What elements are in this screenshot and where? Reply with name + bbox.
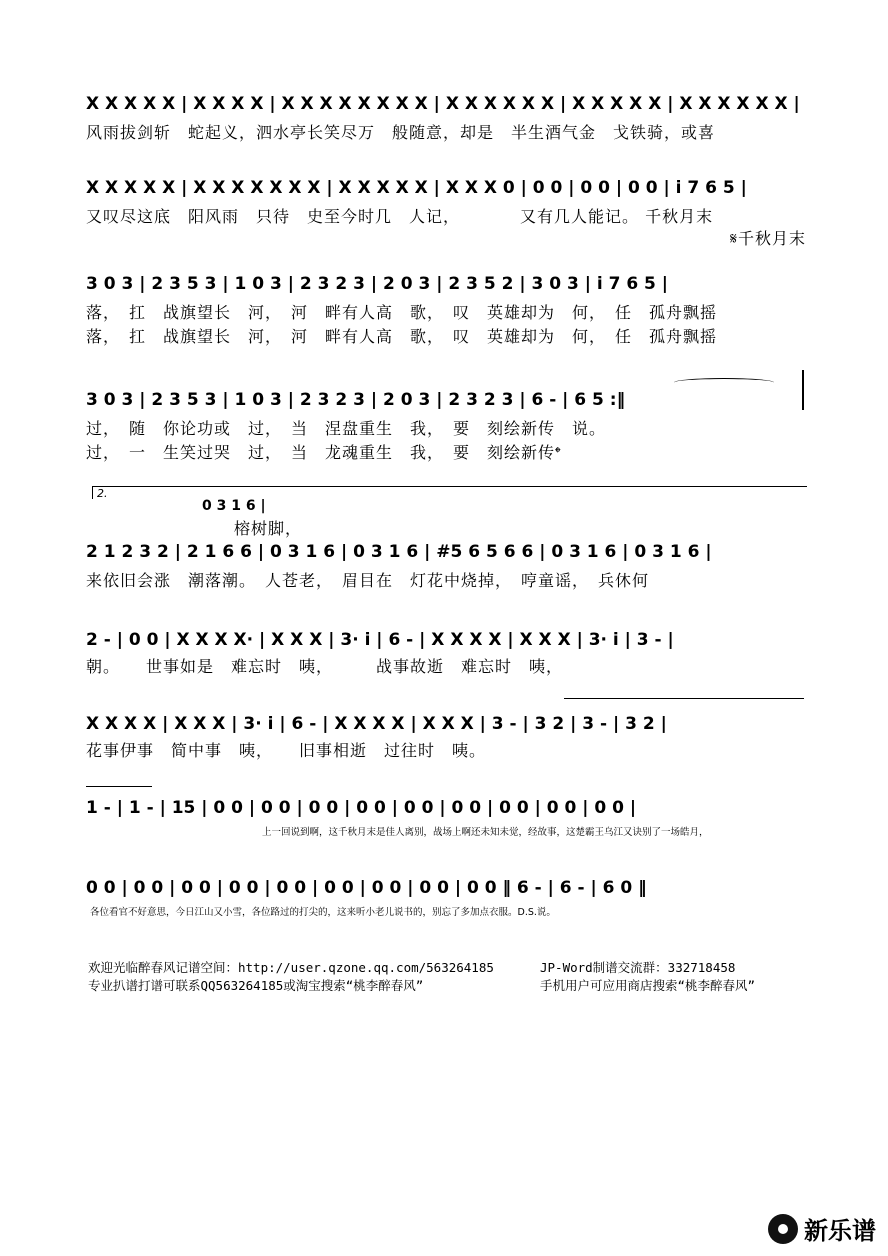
lyrics-line-3a: 落， 扛 战旗望长 河， 河 畔有人高 歌， 叹 英雄却为 何， 任 孤舟飘摇 — [86, 303, 718, 322]
score-system-2 — [86, 172, 806, 252]
narration-2: 各位看官不好意思，今日江山又小雪，各位路过的打尖的，这来听小老儿说书的，别忘了多加点衣服。D.S.说。 — [90, 907, 556, 918]
score-system-8 — [86, 792, 806, 840]
site-logo — [768, 1211, 876, 1246]
narration-1: 上一回说到啊，这千秋月末是佳人离别，战场上啊还未知未觉，经故事，这楚霸王乌江又诀别了一场皓月， — [262, 827, 709, 838]
score-system-7 — [86, 708, 806, 764]
score-system-5 — [86, 484, 806, 594]
notes-line-7: X X X X | X X X | 3· i | 6 - | X X X X | X X X | 3 - | 3 2 | 3 - | 3 2 | — [86, 714, 667, 734]
lyrics-line-6: 朝。 世事如是 难忘时 咦， 战事故逝 难忘时 咦， — [86, 657, 564, 676]
logo-disc-icon — [768, 1214, 798, 1244]
lyrics-line-2: 又叹尽这底 阳风雨 只待 史至今时几 人记， 又有几人能记。 千秋月末 — [86, 207, 714, 226]
footer-line1-left: 欢迎光临醉春风记谱空间：http://user.qzone.qq.com/563264185 — [88, 960, 494, 975]
footer-line2-left: 专业扒谱打谱可联系QQ563264185或淘宝搜索“桃李醉春风” — [88, 978, 424, 993]
slur-line-2 — [86, 786, 152, 787]
lyrics-line-1: 风雨拔剑斩 蛇起义，泗水亭长笑尽万 般随意，却是 半生酒气金 戈铁骑，或喜 — [86, 123, 716, 142]
notes-line-6: 2 - | 0 0 | X X X X· | X X X | 3· i | 6 - | X X X X | X X X | 3· i | 3 - | — [86, 630, 674, 650]
lyrics-line-4a: 过， 随 你论功或 过， 当 涅盘重生 我， 要 刻绘新传 说。 — [86, 419, 607, 438]
footer-line1-right: JP-Word制谱交流群：332718458 — [540, 960, 736, 975]
logo-text: 新乐谱 — [804, 1217, 876, 1245]
score-system-3 — [86, 268, 806, 348]
footer-line2-right: 手机用户可应用商店搜索“桃李醉春风” — [540, 978, 756, 993]
score-system-6 — [86, 624, 806, 680]
lyrics-line-4b: 过， 一 生笑过哭 过， 当 龙魂重生 我， 要 刻绘新传𝄌 — [86, 443, 562, 462]
volta-bracket: 2. — [92, 486, 807, 499]
score-system-9 — [86, 872, 806, 920]
notes-line-8: 1 - | 1 - | 15 | 0 0 | 0 0 | 0 0 | 0 0 | 0 0 | 0 0 | 0 0 | 0 0 | 0 0 | — [86, 798, 637, 818]
slur-line — [564, 698, 804, 699]
upper-lyric: 榕树脚， — [234, 519, 303, 538]
upper-notes: 0 3 1 6 | — [202, 498, 266, 514]
lyrics-line-5: 来依旧会涨 潮落潮。 人苍老， 眉目在 灯花中烧掉， 哼童谣， 兵休何 — [86, 571, 650, 590]
lyrics-line-2b: 𝄋千秋月末 — [730, 229, 806, 248]
notes-line-9: 0 0 | 0 0 | 0 0 | 0 0 | 0 0 | 0 0 | 0 0 | 0 0 | 0 0 ‖ 6 - | 6 - | 6 0 ‖ — [86, 878, 647, 898]
lyrics-line-7: 花事伊事 简中事 咦， 旧事相逝 过往时 咦。 — [86, 741, 487, 760]
notes-line-1: X X X X X | X X X X | X X X X X X X X | X X X X X X | X X X X X | X X X X X X | — [86, 94, 800, 114]
notes-line-4: 3 0 3 | 2 3 5 3 | 1 0 3 | 2 3 2 3 | 2 0 3 | 2 3 2 3 | 6 - | 6 5 :‖ — [86, 390, 626, 410]
notes-line-2: X X X X X | X X X X X X X | X X X X X | X X X 0 | 0 0 | 0 0 | 0 0 | i 7 6 5 | — [86, 178, 747, 198]
lyrics-line-3b: 落， 扛 战旗望长 河， 河 畔有人高 歌， 叹 英雄却为 何， 任 孤舟飘摇 — [86, 327, 718, 346]
notes-line-5: 2 1 2 3 2 | 2 1 6 6 | 0 3 1 6 | 0 3 1 6 | #5 6 5 6 6 | 0 3 1 6 | 0 3 1 6 | — [86, 542, 712, 562]
score-system-1 — [86, 88, 806, 144]
score-system-4 — [86, 384, 806, 464]
notes-line-3: 3 0 3 | 2 3 5 3 | 1 0 3 | 2 3 2 3 | 2 0 3 | 2 3 5 2 | 3 0 3 | i 7 6 5 | — [86, 274, 669, 294]
